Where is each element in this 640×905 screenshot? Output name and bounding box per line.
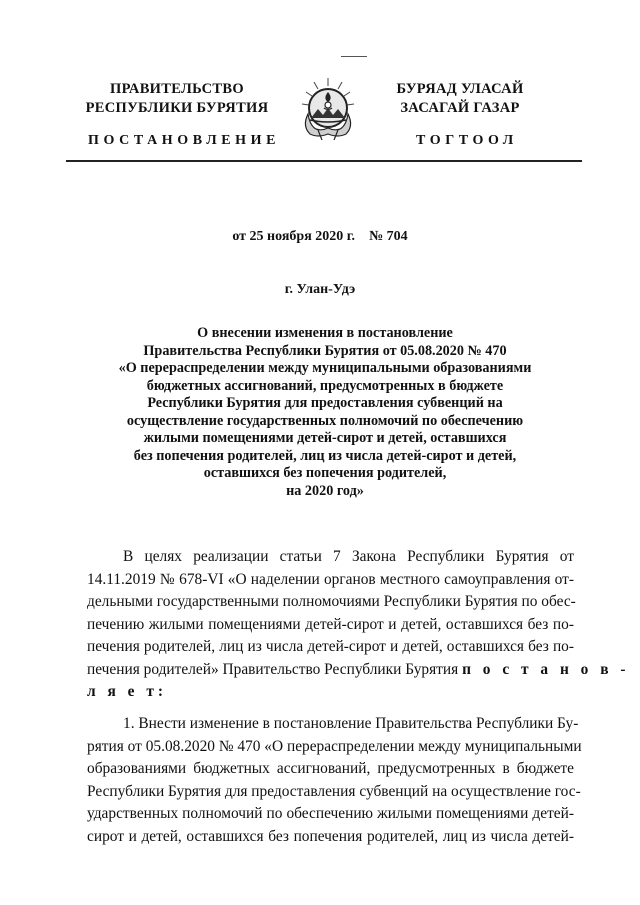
coat-of-arms-icon <box>296 74 360 142</box>
date-number-line <box>0 229 640 245</box>
body-line <box>87 681 574 704</box>
title-line: Республики Бурятия для предоставления субвенций на <box>147 395 503 411</box>
document-title <box>100 325 550 500</box>
title-line: без попечения родителей, лиц из числа детей-сирот и детей, <box>133 447 517 464</box>
title-line: бюджетных ассигнований, предусмотренных в бюджете <box>146 377 504 394</box>
preamble-paragraph <box>87 546 630 704</box>
org-name-buryat-line1: БУРЯАД УЛАСАЙ <box>396 81 524 97</box>
title-line: жилыми помещениями детей-сирот и детей, оставшихся <box>143 430 507 446</box>
title-line: оставшихся без попечения родителей, <box>203 465 447 481</box>
org-name-buryat <box>385 80 535 118</box>
org-name-russian <box>82 80 272 118</box>
document-city: г. Улан-Удэ <box>284 282 356 297</box>
org-name-russian-line2: РЕСПУБЛИКИ БУРЯТИЯ <box>85 100 269 116</box>
body-line: 14.11.2019 № 678-VI «О наделении органов местного самоуправления от- <box>87 570 574 588</box>
body-line: печения родителей, лиц из числа детей-сирот и детей, оставшихся без по- <box>87 638 574 655</box>
top-mark <box>341 56 367 57</box>
document-number: № 704 <box>369 229 408 244</box>
doc-type-buryat: ТОГТООЛ <box>416 133 518 148</box>
title-line: осуществление государственных полномочий по обеспечению <box>126 412 524 429</box>
body-line: сирот и детей, оставшихся без попечения родителей, лиц из числа детей- <box>87 827 574 845</box>
title-line: О внесении изменения в постановление <box>197 325 453 341</box>
body-line: ударственных полномочий по обеспечению жилыми помещениями детей- <box>87 805 574 822</box>
body-line: образованиями бюджетных ассигнований, предусмотренных в бюджете <box>87 760 574 777</box>
document-date: от 25 ноября 2020 г. <box>232 229 356 244</box>
body-line: дельными государственными полномочиями Республики Бурятия по обес- <box>87 593 576 610</box>
title-line: «О перераспределении между муниципальными образованиями <box>118 360 532 376</box>
body-line-with-emphasis <box>87 659 630 682</box>
doc-type-russian: ПОСТАНОВЛЕНИЕ <box>88 133 281 148</box>
header-divider <box>66 160 582 162</box>
body-line: В целях реализации статьи 7 Закона Республики Бурятия от <box>123 548 574 565</box>
body-text: печения родителей» Правительство Республики Бурятия <box>87 660 459 678</box>
title-line: на 2020 год» <box>286 482 364 499</box>
title-line: Правительства Республики Бурятия от 05.08.2020 № 470 <box>143 342 507 359</box>
body-line: рятия от 05.08.2020 № 470 «О перераспределении между муниципальными <box>87 737 582 755</box>
decree-verb-end: л я е т: <box>87 683 168 700</box>
clause-1-paragraph <box>87 713 582 848</box>
body-line: 1. Внести изменение в постановление Правительства Республики Бу- <box>123 715 579 732</box>
body-line: Республики Бурятия для предоставления субвенций на осуществление гос- <box>87 782 581 800</box>
org-name-russian-line1: ПРАВИТЕЛЬСТВО <box>110 81 244 97</box>
body-line: печению жилыми помещениями детей-сирот и детей, оставшихся без по- <box>87 615 574 633</box>
decree-verb: п о с т а н о в - <box>462 660 630 678</box>
org-name-buryat-line2: ЗАСАГАЙ ГАЗАР <box>400 100 520 116</box>
